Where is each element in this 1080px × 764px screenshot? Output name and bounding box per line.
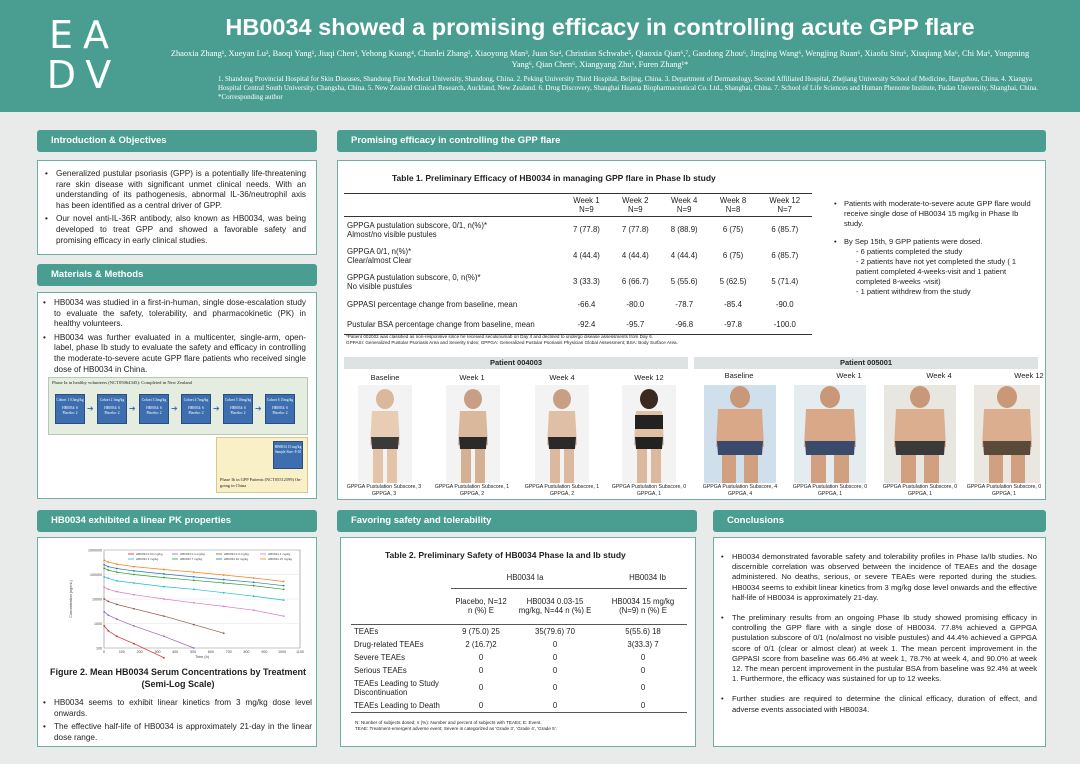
pk-box (37, 537, 317, 747)
data-point (103, 611, 105, 613)
x-axis-label: Time (h) (195, 655, 209, 659)
data-point (133, 574, 135, 576)
person-figure-icon (358, 385, 412, 483)
data-point (223, 605, 225, 607)
safety-box (340, 537, 696, 747)
table2-group-ib: HB0034 Ib (599, 568, 687, 588)
table-row: Serious TEAEs 0 0 0 (354, 665, 646, 675)
data-point (116, 591, 118, 593)
data-point (116, 580, 118, 582)
phase-ia-flow (48, 377, 308, 435)
data-point (103, 567, 105, 569)
data-point (133, 643, 135, 645)
x-tick-label: 700 (225, 650, 232, 654)
legend-label: HB0034 15 mg/kg (268, 557, 293, 562)
data-point (283, 585, 285, 587)
conclusions-box (713, 537, 1046, 747)
efficacy-side-bullet: • Patients with moderate-to-severe acute GPP flare would receive single dose of HB0034 15 mg/kg in Phase Ib study. (834, 199, 1031, 228)
x-tick-label: 900 (261, 650, 268, 654)
data-point (103, 564, 105, 566)
data-point (103, 576, 105, 578)
photo-caption: GPPGA Pustulation Subscore, 0 GPPGA, 1 (966, 484, 1042, 497)
legend-label: HB0034 0.3 mg/kg (224, 552, 249, 557)
person-figure-icon (446, 385, 500, 483)
cohort-ratio: HB0034: 6 Placebo: 2 (188, 406, 204, 415)
safety-header: Favoring safety and tolerability (337, 510, 697, 532)
patient-label: Patient 004003 (344, 357, 688, 369)
person-figure-icon (622, 385, 676, 483)
conclusion-bullet: • The preliminary results from an ongoing Phase Ib study showed promising efficacy in controlling the GPP flare with a single dose of HB0034. 77.8% achieved a GPPGA pustulation subscore of 0/1 (no/almost no visible pustules) and 44.4% achieved a GPPGA score of 0/1 (clear or almost clear) at week 1. The mean percent improvement in the GPPASI score from baseline was 66.4% at week 1, 78.7% at week 4, and 90.0% at week 12. The mean percent improvement in the pustular BSA from baseline was 92.4% at week 1. Furthermore, the efficacy was sustained for up to 12 weeks. (718, 613, 1037, 684)
pk-chart (66, 544, 306, 661)
data-point (163, 573, 165, 575)
data-point (223, 632, 225, 634)
arrow-icon: ➔ (255, 404, 262, 413)
data-point (283, 599, 285, 601)
affiliations (218, 75, 1038, 102)
data-point (223, 582, 225, 584)
arrow-icon: ➔ (213, 404, 220, 413)
y-tick-label: 1000 (94, 622, 102, 626)
table-row: GPPGA pustulation subscore, 0/1, n(%)* Almost/no visible pustules 7 (77.8) 7 (77.8) 8 (88.9) 6 (75) 6 (85.7) (344, 217, 812, 243)
x-tick-label: 500 (190, 650, 197, 654)
week-label: Baseline (724, 371, 754, 380)
data-point (223, 592, 225, 594)
data-point (253, 577, 255, 579)
table2 (351, 568, 687, 713)
table1-title: Table 1. Preliminary Efficacy of HB0034 in managing GPP flare in Phase Ib study (392, 173, 716, 183)
x-tick-label: 100 (118, 650, 125, 654)
table1-col-header: Week 4 N=9 (671, 196, 698, 214)
person-figure-icon (974, 385, 1040, 483)
table1-footnote: GPPASI: Generalized Pustular Psoriasis Area and Severity Index; GPPGA: Generalized Pustular Psoriasis Physician Global Assessment; BSA: Body Surface Area. (346, 340, 678, 345)
table1-col-header: Week 12 N=7 (769, 196, 801, 214)
cohort-label: Cohort 3 3mg/kg (141, 398, 167, 402)
data-point (107, 577, 109, 579)
conclusion-bullet: • HB0034 demonstrated favorable safety and tolerability profiles in Phase Ia/Ib studies. No discernible correlation was observed between the incidence of TEAEs and the dosage administered. No deaths, serious, or severe TEAEs were reported during the studies. HB0034 seems to exhibit linear kinetics from 3 mg/kg dose level onwards and the effective half-life of HB0034 is approximately 21-day. (718, 552, 1037, 603)
cohort-ratio: HB0034: 6 Placebo: 2 (230, 406, 246, 415)
table-row: Pustular BSA percentage change from baseline, mean -92.4 -95.7 -96.8 -97.8 -100.0 (344, 315, 812, 335)
x-tick-label: 800 (243, 650, 250, 654)
x-tick-label: 400 (172, 650, 179, 654)
y-tick-label: 10000 (92, 597, 102, 602)
table-row: GPPASI percentage change from baseline, mean -66.4 -80.0 -78.7 -85.4 -90.0 (344, 295, 812, 315)
table2-header-row (351, 588, 687, 624)
legend-label: HB0034 1 mg/kg (268, 552, 291, 557)
intro-header: Introduction & Objectives (37, 130, 317, 152)
table1-col-header: Week 8 N=8 (719, 196, 747, 214)
data-point (133, 608, 135, 610)
methods-bullet: • HB0034 was studied in a first-in-human, single dose-escalation study to evaluate the safety, tolerability, and pharmacokinetic (PK) in healthy volunteers. (40, 298, 306, 330)
photo-caption: GPPGA Pustulation Subscore, 1 GPPGA, 2 (434, 484, 510, 497)
pk-bullets (40, 698, 312, 746)
data-point (133, 570, 135, 572)
photo-caption: GPPGA Pustulation Subscore, 1 GPPGA, 2 (524, 484, 600, 497)
data-point (133, 625, 135, 627)
legend-label: HB0034 10 mg/kg (224, 557, 249, 562)
data-point (116, 618, 118, 620)
table2-footnote: N: Number of subjects dosed; n (%): Number and percent of subjects with TEAEs; E: Event. (355, 720, 542, 725)
data-point (103, 598, 105, 600)
table-row: GPPGA pustulation subscore, 0, n(%)* No visible pustules 3 (33.3) 6 (66.7) 5 (55.6) 5 (62.5) 5 (71.4) (344, 269, 812, 295)
patient-photo (535, 385, 589, 483)
data-point (193, 571, 195, 573)
data-point (193, 579, 195, 581)
week-label: Week 12 (634, 373, 664, 382)
poster-title: HB0034 showed a promising efficacy in controlling acute GPP flare (225, 14, 975, 40)
table-row: TEAEs Leading to Death 0 0 0 (351, 699, 687, 713)
efficacy-header: Promising efficacy in controlling the GPP flare (337, 130, 1046, 152)
photo-caption: GPPGA Pustulation Subscore, 0 GPPGA, 1 (792, 484, 868, 497)
legend-label: HB0034 7 mg/kg (180, 557, 203, 562)
y-tick-label: 100 (96, 646, 102, 651)
table2-col-header: HB0034 0.03-15 mg/kg, N=44 n (%) E (518, 597, 592, 615)
week-label: Week 4 (926, 371, 952, 380)
x-tick-label: 0 (103, 650, 105, 654)
data-point (223, 574, 225, 576)
pk-bullet: • The effective half-life of HB0034 is approximately 21-day in the linear dose range. (40, 722, 312, 743)
patient-photo (622, 385, 676, 483)
arrow-icon: ➔ (129, 404, 136, 413)
y-axis-label: Concentration (ng/mL) (69, 580, 73, 618)
legend-label: HB0034 0.03 mg/kg (136, 552, 163, 557)
cohort-ratio: HB0034: 6 Placebo: 2 (104, 406, 120, 415)
cohort-box (55, 394, 85, 424)
data-point (253, 585, 255, 587)
data-point (283, 581, 285, 583)
week-label: Week 1 (836, 371, 862, 380)
data-point (223, 579, 225, 581)
intro-bullets (42, 169, 306, 246)
methods-bullet: • HB0034 was further evaluated in a multicenter, single-arm, open-label, phase Ib study to evaluate the safety and efficacy in controlling the moderate-to-severe acute GPP flare patients who received single dose of HB0034 in China. (40, 333, 306, 375)
conclusions-bullets (718, 552, 1037, 715)
table1-row-label: GPPGA pustulation subscore, 0/1, n(%)* Almost/no visible pustules (347, 220, 487, 239)
logo-top-text: EA (48, 13, 119, 57)
patient-photo (358, 385, 412, 483)
eadv-logo (40, 15, 128, 97)
data-point (253, 609, 255, 611)
table-row: TEAEs 9 (75.0) 25 35(79.6) 70 5(55.6) 18 (354, 626, 661, 636)
efficacy-side-line: - 2 patients have not yet completed the study ( 1 patient completed 4-weeks-visit and 1 patient completed 8-weeks -visit) (856, 257, 1017, 286)
data-point (253, 581, 255, 583)
conclusion-bullet: • Further studies are required to determine the clinical efficacy, duration of effect, and adverse events associated with HB0034. (718, 694, 1037, 714)
person-figure-icon (704, 385, 776, 483)
conclusions-header: Conclusions (713, 510, 1046, 532)
patient-photo (794, 385, 866, 483)
table1-row-label: GPPGA 0/1, n(%)* Clear/almost Clear (347, 246, 412, 265)
table2-group-row (351, 568, 687, 588)
table1-header-row (344, 194, 812, 217)
data-point (163, 657, 165, 659)
cohort-box (181, 394, 211, 424)
data-point (107, 561, 109, 563)
person-figure-icon (535, 385, 589, 483)
cohort-ratio: HB0034: 6 Placebo: 2 (146, 406, 162, 415)
pk-bullet: • HB0034 seems to exhibit linear kinetics from 3 mg/kg dose level onwards. (40, 698, 312, 719)
y-tick-label: 100000 (90, 573, 102, 577)
photo-caption: GPPGA Pustulation Subscore, 0 GPPGA, 1 (882, 484, 958, 497)
efficacy-side-line: - 1 patient withdrew from the study (856, 287, 971, 296)
table1-row-label: GPPASI percentage change from baseline, mean (347, 300, 518, 309)
week-label: Baseline (370, 373, 400, 382)
data-point (133, 566, 135, 568)
data-point (163, 615, 165, 617)
data-point (193, 588, 195, 590)
x-tick-label: 200 (136, 650, 143, 654)
data-point (103, 625, 105, 627)
table2-footnote: TEAE: Treatment-emergent adverse event; Severe is categorized as 'Grade 3', 'Grade 4', 'Grade 5'. (355, 726, 557, 731)
table1-footnotes (346, 334, 806, 346)
data-point (116, 635, 118, 637)
data-point (116, 568, 118, 570)
efficacy-side-notes (834, 199, 1034, 297)
data-point (107, 630, 109, 632)
table1-col-header: Week 1 N=9 (573, 196, 600, 214)
efficacy-side-bullet: • By Sep 15th, 9 GPP patients were dosed. (834, 237, 983, 246)
table2-col-header: HB0034 15 mg/kg (N=9) n (%) E (611, 597, 675, 615)
author-list: Zhaoxia Zhang¹, Xueyan Lu², Baoqi Yang¹, Jiuqi Chen³, Yehong Kuang⁴, Chunlei Zhang², Xiaoyong Man³, Juan Su⁴, Christian Schwabe⁵, Qiaoxia Qian⁶,⁷, Gaodong Zhou⁶, Jingjing Wang⁶, Wengjing Ruan⁶, Xiaofu Situ⁶, Xiuqiang Ma⁶, Chi Ma⁶, Yongming Yang⁶, Qian Chen⁶, Xiangyang Zhu⁶, Furen Zhang¹* (170, 49, 1030, 69)
efficacy-box (337, 160, 1046, 500)
flow-header: Phase Ia in healthy volunteers (NCT05064345): Completed in New Zealand (52, 380, 192, 385)
table2-col-header: Placebo, N=12 n (%) E (455, 597, 507, 615)
patient-label: Patient 005001 (694, 357, 1038, 369)
table2-footnotes (355, 720, 685, 732)
table1-row-label: Pustular BSA percentage change from baseline, mean (347, 319, 535, 329)
data-point (107, 614, 109, 616)
table-row: GPPGA 0/1, n(%)* Clear/almost Clear 4 (44.4) 4 (44.4) 4 (44.4) 6 (75) 6 (85.7) (344, 243, 812, 269)
table1 (344, 193, 812, 335)
pk-caption: Figure 2. Mean HB0034 Serum Concentrations by Treatment (Semi-Log Scale) (49, 667, 307, 689)
phase-ib-flow (216, 437, 308, 493)
x-tick-label: 1100 (296, 650, 304, 654)
intro-box (37, 160, 317, 255)
poster-header (0, 0, 1080, 112)
data-point (163, 577, 165, 579)
table1-col-header: Week 2 N=9 (622, 196, 649, 214)
data-point (133, 582, 135, 584)
data-point (163, 598, 165, 600)
cohort-ratio: HB0034: 6 Placebo: 2 (272, 406, 288, 415)
cohort-box (223, 394, 253, 424)
data-point (193, 647, 195, 649)
table2-group-ia: HB0034 Ia (451, 568, 599, 588)
data-point (116, 571, 118, 573)
data-point (103, 559, 105, 561)
y-tick-label: 1000000 (88, 548, 102, 553)
data-point (103, 586, 105, 588)
data-point (107, 566, 109, 568)
patient-photo (446, 385, 500, 483)
data-point (133, 594, 135, 596)
data-point (163, 569, 165, 571)
cohort-label: Cohort 1 0.3mg/kg (56, 398, 84, 402)
cohort-box (265, 394, 295, 424)
data-point (193, 602, 195, 604)
photo-caption: GPPGA Pustulation Subscore, 3 GPPGA, 3 (346, 484, 422, 497)
cohort-label: Cohort 6 15mg/kg (266, 398, 294, 402)
x-tick-label: 600 (207, 650, 214, 654)
methods-bullets (40, 298, 306, 375)
pk-header: HB0034 exhibited a linear PK properties (37, 510, 317, 532)
photo-caption: GPPGA Pustulation Subscore, 0 GPPGA, 1 (611, 484, 687, 497)
cohort-label: Cohort 2 1mg/kg (99, 398, 125, 402)
table1-row-label: GPPGA pustulation subscore, 0, n(%)* No visible pustules (347, 272, 481, 291)
patient-photo (704, 385, 776, 483)
data-point (107, 600, 109, 602)
cohort-box (139, 394, 169, 424)
table2-title: Table 2. Preliminary Safety of HB0034 Phase Ia and Ib study (385, 550, 626, 560)
person-figure-icon (794, 385, 866, 483)
affiliation-text: 1. Shandong Provincial Hospital for Skin Diseases, Shandong First Medical University, Shandong, China. 2. Peking University Third Hospital, Beijing, China. 3. Department of Dermatology, Second Affiliated Hospital, Zhejiang University School of Medicine, Hangzhou, China. 4. Xiangya Hospital Central South University, Changsha, China. 5. New Zealand Clinical Research, Auckland, New Zealand. 6. Drug Discovery, Shanghai Huaota Biopharmaceutical Co. Ltd., Shanghai, China. 7. School of Life Sciences and Human Phenome Institute, Fudan University, Shanghai, China. (218, 75, 1038, 92)
ib-label: Phase Ib in GPP Patients (NCT05512599) On-going in China (220, 477, 302, 488)
cohort-label: Cohort 4 7mg/kg (183, 398, 209, 402)
data-point (116, 563, 118, 565)
data-point (163, 586, 165, 588)
cohort-ratio: HB0034: 6 Placebo: 2 (62, 406, 78, 415)
x-tick-label: 1000 (278, 650, 287, 654)
cohort-label: Cohort 5 10mg/kg (224, 398, 252, 402)
corresponding-note: *Corresponding author (218, 93, 283, 101)
table-row: Drug-related TEAEs 2 (16.7)2 0 3(33.3) 7 (354, 639, 659, 649)
week-label: Week 1 (459, 373, 485, 382)
table-row: Severe TEAEs 0 0 0 (354, 652, 646, 662)
data-point (253, 595, 255, 597)
data-point (283, 588, 285, 590)
cohort-box (97, 394, 127, 424)
methods-header: Materials & Methods (37, 264, 317, 286)
photo-caption: GPPGA Pustulation Subscore, 4 GPPGA, 4 (702, 484, 778, 497)
legend-label: HB0034 0.1 mg/kg (180, 552, 205, 557)
data-point (107, 588, 109, 590)
data-point (163, 635, 165, 637)
data-point (193, 624, 195, 626)
data-point (116, 604, 118, 606)
ib-dose-box: HB0034 15 mg/kg Sample Size: 8-10 (273, 441, 303, 469)
intro-bullet: • Our novel anti-IL-36R antibody, also known as HB0034, was being developed to treat GPP and showed a favorable safety and promising efficacy in early clinical studies. (42, 214, 306, 246)
logo-bottom-text: DV (46, 53, 122, 97)
table-row: TEAEs Leading to Study Discontinuation 0 0 0 (354, 678, 646, 697)
arrow-icon: ➔ (87, 404, 94, 413)
week-label: Week 12 (1014, 371, 1044, 380)
data-point (193, 576, 195, 578)
arrow-icon: ➔ (171, 404, 178, 413)
efficacy-side-line: - 6 patients completed the study (856, 247, 963, 256)
week-label: Week 4 (549, 373, 575, 382)
data-point (283, 615, 285, 617)
data-point (107, 569, 109, 571)
patient-photo (974, 385, 1040, 483)
legend-label: HB0034 3 mg/kg (136, 557, 159, 562)
patient-photo (884, 385, 956, 483)
intro-bullet: • Generalized pustular psoriasis (GPP) is a potentially life-threatening rare skin disease with significant unmet clinical needs. With an understanding of its pathogenesis, abnormal IL-36/neutrophil axis has been identified as a central driver of GPP. (42, 169, 306, 211)
x-tick-label: 300 (154, 650, 161, 654)
table1-footnote: *Patient 002002 was classified as non-responsive since he received secukinumab on Day 4 and declined to undergo disease assessments from Day 6. (346, 334, 653, 339)
person-figure-icon (884, 385, 956, 483)
